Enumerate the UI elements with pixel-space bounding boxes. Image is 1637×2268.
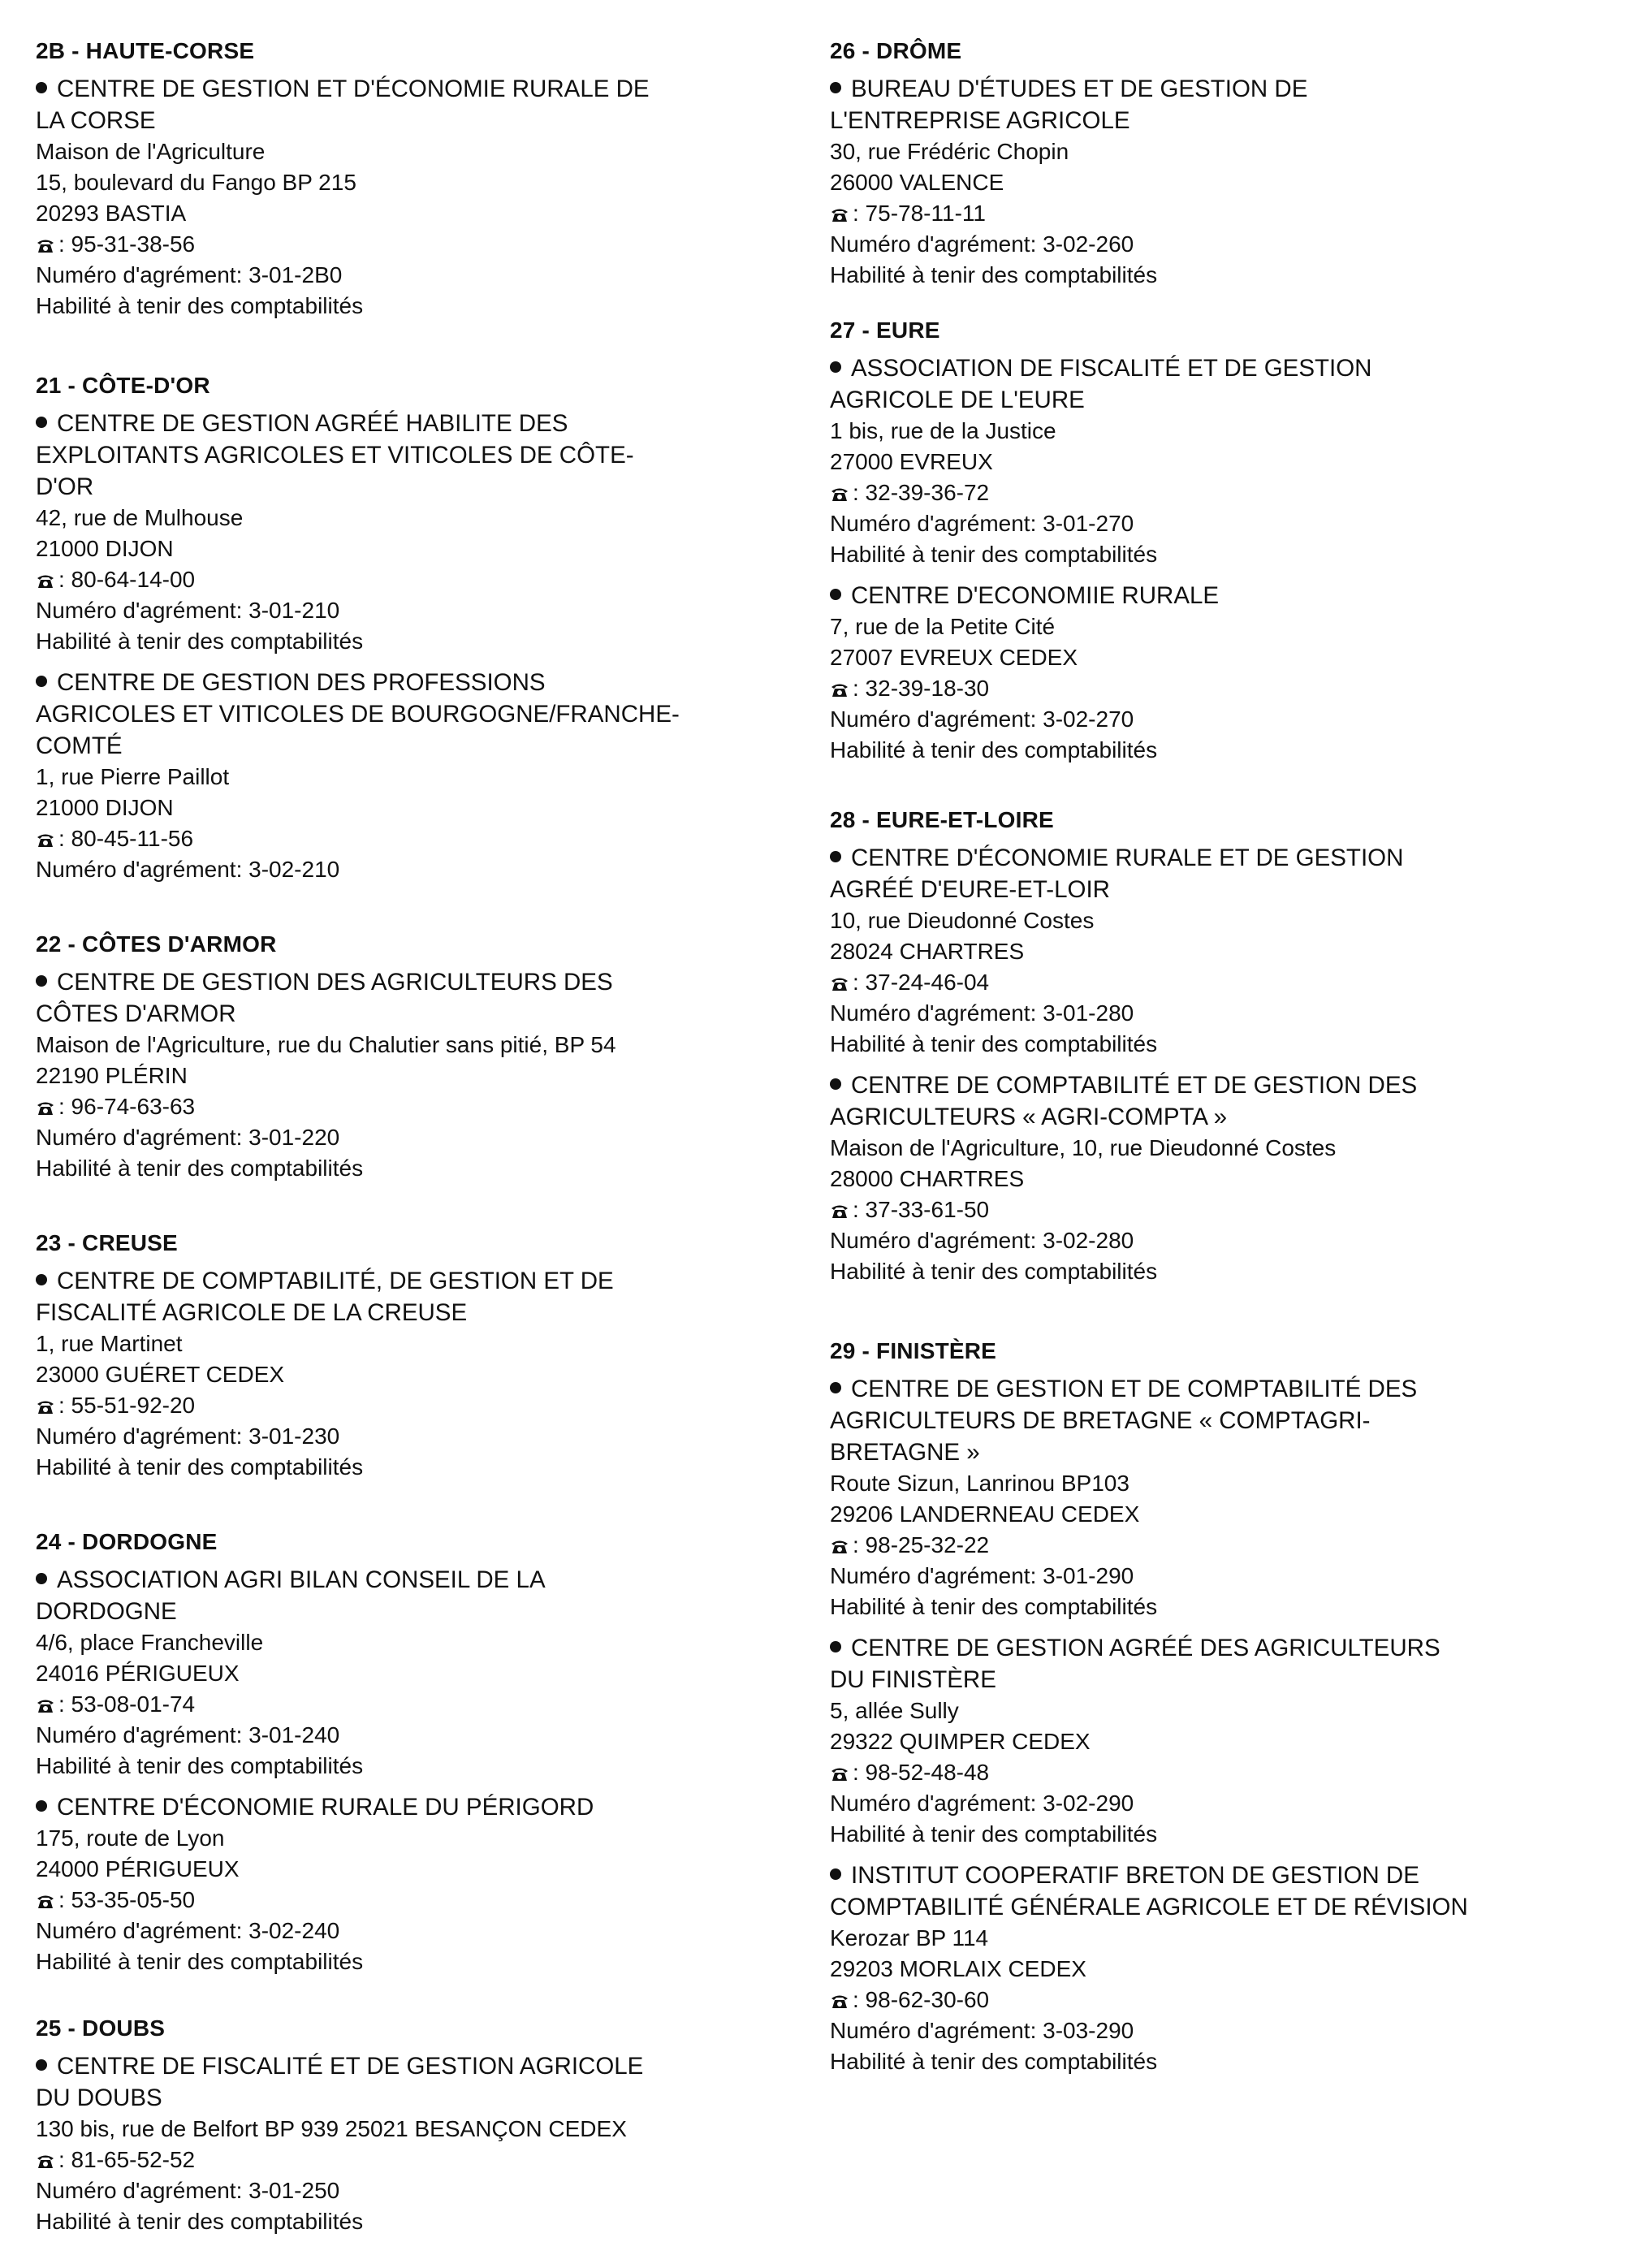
telephone-icon xyxy=(830,681,849,698)
organization-name-line xyxy=(830,874,1609,905)
bullet-icon xyxy=(36,1800,47,1812)
address-line: 21000 DIJON xyxy=(36,536,174,561)
address-line: 24000 PÉRIGUEUX xyxy=(36,1856,240,1881)
organization-name-line xyxy=(830,580,1609,611)
phone-number: : 53-08-01-74 xyxy=(58,1691,196,1717)
department-section xyxy=(830,805,1609,1287)
address-line: 15, boulevard du Fango BP 215 xyxy=(36,170,356,195)
bullet-icon xyxy=(36,676,47,687)
organization-name-text: DORDOGNE xyxy=(36,1598,177,1625)
bullet-icon xyxy=(36,975,47,987)
address-line: Route Sizun, Lanrinou BP103 xyxy=(830,1471,1129,1496)
organization-name-line xyxy=(830,73,1609,105)
agrement-number: Numéro d'agrément: 3-02-290 xyxy=(830,1791,1134,1816)
department-section xyxy=(36,1527,791,1977)
organization-entry xyxy=(36,1791,791,1977)
department-heading: 27 - EURE xyxy=(830,318,940,343)
address-line: 29322 QUIMPER CEDEX xyxy=(830,1729,1091,1754)
organization-entry xyxy=(830,1860,1609,2077)
department-heading: 25 - DOUBS xyxy=(36,2015,166,2041)
organization-name-text: DU DOUBS xyxy=(36,2084,162,2111)
bullet-icon xyxy=(830,1382,841,1393)
phone-line xyxy=(36,1390,791,1421)
address-line: 1 bis, rue de la Justice xyxy=(830,418,1056,443)
bullet-icon xyxy=(36,417,47,428)
bullet-icon xyxy=(36,2059,47,2071)
address-line: 23000 GUÉRET CEDEX xyxy=(36,1362,285,1387)
address-line: 1, rue Martinet xyxy=(36,1331,183,1356)
bullet-icon xyxy=(830,851,841,862)
department-section xyxy=(36,2013,791,2237)
department-heading: 26 - DRÔME xyxy=(830,38,962,63)
organization-entry xyxy=(830,1373,1609,1622)
agrement-number: Numéro d'agrément: 3-03-290 xyxy=(830,2018,1134,2043)
organization-name-text: LA CORSE xyxy=(36,107,156,134)
address-line: 27007 EVREUX CEDEX xyxy=(830,645,1078,670)
organization-name-text: L'ENTREPRISE AGRICOLE xyxy=(830,107,1130,134)
phone-number: : 32-39-18-30 xyxy=(853,676,990,701)
department-section xyxy=(36,1228,791,1483)
habilite-note: Habilité à tenir des comptabilités xyxy=(830,1031,1158,1056)
agrement-number: Numéro d'agrément: 3-02-210 xyxy=(36,857,340,882)
phone-line xyxy=(36,2145,791,2175)
phone-line xyxy=(36,1689,791,1720)
organization-name-text: CENTRE DE GESTION DES PROFESSIONS xyxy=(57,669,546,696)
telephone-icon xyxy=(36,1893,55,1909)
organization-name-line xyxy=(36,1265,791,1297)
organization-entry xyxy=(830,1069,1609,1287)
organization-name-text: CENTRE DE GESTION ET D'ÉCONOMIE RURALE DE xyxy=(57,76,650,102)
phone-number: : 55-51-92-20 xyxy=(58,1393,196,1418)
organization-name-line xyxy=(830,1664,1609,1696)
organization-name-text: CENTRE DE GESTION DES AGRICULTEURS DES xyxy=(57,969,613,996)
habilite-note: Habilité à tenir des comptabilités xyxy=(830,1821,1158,1847)
phone-number: : 37-33-61-50 xyxy=(853,1197,990,1222)
telephone-icon xyxy=(36,237,55,253)
agrement-number: Numéro d'agrément: 3-01-220 xyxy=(36,1125,340,1150)
organization-name-text: CÔTES D'ARMOR xyxy=(36,1000,236,1027)
department-heading: 24 - DORDOGNE xyxy=(36,1529,218,1554)
address-line: 7, rue de la Petite Cité xyxy=(830,614,1056,639)
organization-entry xyxy=(36,966,791,1184)
telephone-icon xyxy=(36,1099,55,1116)
habilite-note: Habilité à tenir des comptabilités xyxy=(36,629,364,654)
organization-name-text: EXPLOITANTS AGRICOLES ET VITICOLES DE CÔTE- xyxy=(36,442,634,469)
habilite-note: Habilité à tenir des comptabilités xyxy=(830,542,1158,567)
address-line: 28024 CHARTRES xyxy=(830,939,1025,964)
organization-name-text: ASSOCIATION DE FISCALITÉ ET DE GESTION xyxy=(851,355,1372,382)
agrement-number: Numéro d'agrément: 3-01-240 xyxy=(36,1722,340,1747)
agrement-number: Numéro d'agrément: 3-01-270 xyxy=(830,511,1134,536)
organization-entry xyxy=(36,408,791,657)
address-line: Kerozar BP 114 xyxy=(830,1925,989,1950)
organization-name-line xyxy=(830,384,1609,416)
right-column xyxy=(830,36,1609,2108)
phone-number: : 98-25-32-22 xyxy=(853,1532,990,1557)
organization-name-text: CENTRE DE COMPTABILITÉ, DE GESTION ET DE xyxy=(57,1268,614,1294)
department-section xyxy=(830,36,1609,291)
organization-entry xyxy=(830,580,1609,766)
habilite-note: Habilité à tenir des comptabilités xyxy=(830,1594,1158,1619)
organization-name-line xyxy=(830,1632,1609,1664)
address-line: 4/6, place Francheville xyxy=(36,1630,264,1655)
organization-name-text: CENTRE D'ECONOMIIE RURALE xyxy=(851,582,1220,609)
bullet-icon xyxy=(830,1078,841,1090)
department-heading: 21 - CÔTE-D'OR xyxy=(36,373,210,398)
address-line: 42, rue de Mulhouse xyxy=(36,505,244,530)
address-line: 22190 PLÉRIN xyxy=(36,1063,188,1088)
phone-line xyxy=(830,967,1609,998)
agrement-number: Numéro d'agrément: 3-02-280 xyxy=(830,1228,1134,1253)
address-line: Maison de l'Agriculture, rue du Chalutier sans pitié, BP 54 xyxy=(36,1032,616,1057)
organization-name-line xyxy=(830,1405,1609,1436)
organization-name-line xyxy=(830,1891,1609,1923)
organization-name-text: CENTRE DE FISCALITÉ ET DE GESTION AGRICOLE xyxy=(57,2053,644,2080)
address-line: 30, rue Frédéric Chopin xyxy=(830,139,1069,164)
organization-name-line xyxy=(830,1373,1609,1405)
organization-name-line xyxy=(36,2082,791,2114)
habilite-note: Habilité à tenir des comptabilités xyxy=(36,1949,364,1974)
phone-line xyxy=(830,1530,1609,1561)
bullet-icon xyxy=(36,1573,47,1584)
phone-line xyxy=(830,673,1609,704)
address-line: 1, rue Pierre Paillot xyxy=(36,764,230,789)
address-line: 29206 LANDERNEAU CEDEX xyxy=(830,1501,1140,1527)
habilite-note: Habilité à tenir des comptabilités xyxy=(830,737,1158,762)
telephone-icon xyxy=(830,206,849,222)
organization-name-line xyxy=(36,730,791,762)
department-section xyxy=(36,929,791,1184)
organization-name-text: D'OR xyxy=(36,473,94,500)
phone-number: : 75-78-11-11 xyxy=(853,201,986,226)
telephone-icon xyxy=(830,1538,849,1554)
phone-number: : 32-39-36-72 xyxy=(853,480,990,505)
organization-name-text: ASSOCIATION AGRI BILAN CONSEIL DE LA xyxy=(57,1566,546,1593)
organization-entry xyxy=(830,352,1609,570)
department-heading: 23 - CREUSE xyxy=(36,1230,178,1255)
department-heading: 29 - FINISTÈRE xyxy=(830,1338,997,1363)
habilite-note: Habilité à tenir des comptabilités xyxy=(36,293,364,318)
organization-entry xyxy=(36,1564,791,1782)
habilite-note: Habilité à tenir des comptabilités xyxy=(36,1753,364,1778)
organization-name-text: FISCALITÉ AGRICOLE DE LA CREUSE xyxy=(36,1299,468,1326)
telephone-icon xyxy=(36,2153,55,2169)
bullet-icon xyxy=(830,1868,841,1880)
address-line: 20293 BASTIA xyxy=(36,201,187,226)
organization-entry xyxy=(36,73,791,322)
address-line: 130 bis, rue de Belfort BP 939 25021 BESANÇON CEDEX xyxy=(36,2116,627,2141)
bullet-icon xyxy=(36,1274,47,1285)
organization-name-line xyxy=(36,73,791,105)
agrement-number: Numéro d'agrément: 3-01-290 xyxy=(830,1563,1134,1588)
organization-name-line xyxy=(36,698,791,730)
organization-name-text: AGRICULTEURS DE BRETAGNE « COMPTAGRI- xyxy=(830,1407,1371,1434)
phone-number: : 53-35-05-50 xyxy=(58,1887,196,1912)
telephone-icon xyxy=(830,1765,849,1782)
telephone-icon xyxy=(830,486,849,502)
bullet-icon xyxy=(830,1641,841,1652)
address-line: Maison de l'Agriculture xyxy=(36,139,266,164)
organization-name-text: AGRICOLE DE L'EURE xyxy=(830,387,1085,413)
phone-line xyxy=(830,198,1609,229)
organization-name-line xyxy=(36,408,791,439)
phone-line xyxy=(36,229,791,260)
address-line: 21000 DIJON xyxy=(36,795,174,820)
address-line: 28000 CHARTRES xyxy=(830,1166,1025,1191)
agrement-number: Numéro d'agrément: 3-01-250 xyxy=(36,2178,340,2203)
address-line: 27000 EVREUX xyxy=(830,449,993,474)
address-line: 175, route de Lyon xyxy=(36,1825,225,1851)
organization-entry xyxy=(830,1632,1609,1850)
organization-name-line xyxy=(36,1596,791,1627)
department-section xyxy=(36,370,791,885)
organization-name-line xyxy=(36,2050,791,2082)
habilite-note: Habilité à tenir des comptabilités xyxy=(830,1259,1158,1284)
address-line: 26000 VALENCE xyxy=(830,170,1004,195)
organization-entry xyxy=(830,842,1609,1060)
organization-name-line xyxy=(36,105,791,136)
address-line: 10, rue Dieudonné Costes xyxy=(830,908,1095,933)
department-heading: 28 - EURE-ET-LOIRE xyxy=(830,807,1054,832)
bullet-icon xyxy=(830,589,841,600)
phone-number: : 95-31-38-56 xyxy=(58,231,196,257)
organization-name-line xyxy=(830,105,1609,136)
organization-name-line xyxy=(36,439,791,471)
organization-name-line xyxy=(830,1860,1609,1891)
organization-name-text: AGRICOLES ET VITICOLES DE BOURGOGNE/FRANCHE- xyxy=(36,701,680,728)
organization-name-text: CENTRE DE GESTION ET DE COMPTABILITÉ DES xyxy=(851,1376,1418,1402)
habilite-note: Habilité à tenir des comptabilités xyxy=(36,2209,364,2234)
telephone-icon xyxy=(36,572,55,589)
organization-name-text: COMTÉ xyxy=(36,732,123,759)
bullet-icon xyxy=(830,82,841,93)
bullet-icon xyxy=(36,82,47,93)
phone-number: : 98-52-48-48 xyxy=(853,1760,990,1785)
habilite-note: Habilité à tenir des comptabilités xyxy=(36,1156,364,1181)
organization-name-line xyxy=(830,842,1609,874)
organization-entry xyxy=(830,73,1609,291)
phone-line xyxy=(830,1757,1609,1788)
telephone-icon xyxy=(36,1697,55,1713)
phone-number: : 96-74-63-63 xyxy=(58,1094,196,1119)
organization-name-text: INSTITUT COOPERATIF BRETON DE GESTION DE xyxy=(851,1862,1419,1889)
phone-line xyxy=(36,823,791,854)
department-heading: 2B - HAUTE-CORSE xyxy=(36,38,255,63)
organization-name-line xyxy=(36,998,791,1030)
organization-name-text: CENTRE D'ÉCONOMIE RURALE ET DE GESTION xyxy=(851,845,1404,871)
address-line: 29203 MORLAIX CEDEX xyxy=(830,1956,1086,1981)
phone-line xyxy=(830,1985,1609,2015)
organization-name-text: CENTRE DE COMPTABILITÉ ET DE GESTION DES xyxy=(851,1072,1418,1099)
organization-name-line xyxy=(36,966,791,998)
organization-name-line xyxy=(36,1791,791,1823)
phone-number: : 80-45-11-56 xyxy=(58,826,194,851)
phone-number: : 80-64-14-00 xyxy=(58,567,196,592)
phone-line xyxy=(830,477,1609,508)
organization-name-line xyxy=(830,1069,1609,1101)
department-section xyxy=(830,1336,1609,2077)
agrement-number: Numéro d'agrément: 3-02-260 xyxy=(830,231,1134,257)
phone-line xyxy=(36,564,791,595)
agrement-number: Numéro d'agrément: 3-01-280 xyxy=(830,1000,1134,1026)
telephone-icon xyxy=(36,1398,55,1415)
phone-line xyxy=(830,1194,1609,1225)
address-line: Maison de l'Agriculture, 10, rue Dieudonné Costes xyxy=(830,1135,1337,1160)
phone-line xyxy=(36,1885,791,1916)
agrement-number: Numéro d'agrément: 3-02-240 xyxy=(36,1918,340,1943)
organization-name-text: AGRÉÉ D'EURE-ET-LOIR xyxy=(830,876,1110,903)
organization-name-line xyxy=(830,1101,1609,1133)
organization-name-text: CENTRE DE GESTION AGRÉÉ DES AGRICULTEURS xyxy=(851,1635,1440,1661)
organization-name-line xyxy=(830,352,1609,384)
habilite-note: Habilité à tenir des comptabilités xyxy=(830,262,1158,287)
department-section xyxy=(36,36,791,322)
agrement-number: Numéro d'agrément: 3-01-230 xyxy=(36,1423,340,1449)
agrement-number: Numéro d'agrément: 3-01-2B0 xyxy=(36,262,343,287)
organization-name-line xyxy=(830,1436,1609,1468)
phone-number: : 98-62-30-60 xyxy=(853,1987,990,2012)
organization-name-text: CENTRE D'ÉCONOMIE RURALE DU PÉRIGORD xyxy=(57,1794,594,1821)
phone-number: : 81-65-52-52 xyxy=(58,2147,196,2172)
bullet-icon xyxy=(830,361,841,373)
organization-name-text: CENTRE DE GESTION AGRÉÉ HABILITE DES xyxy=(57,410,568,437)
telephone-icon xyxy=(830,1203,849,1219)
organization-entry xyxy=(36,667,791,885)
department-section xyxy=(830,315,1609,766)
telephone-icon xyxy=(830,975,849,991)
organization-name-text: AGRICULTEURS « AGRI-COMPTA » xyxy=(830,1104,1228,1130)
organization-name-text: BUREAU D'ÉTUDES ET DE GESTION DE xyxy=(851,76,1308,102)
organization-entry xyxy=(36,2050,791,2237)
organization-entry xyxy=(36,1265,791,1483)
organization-name-line xyxy=(36,1297,791,1328)
organization-name-line xyxy=(36,471,791,503)
left-column xyxy=(36,36,791,2268)
habilite-note: Habilité à tenir des comptabilités xyxy=(830,2049,1158,2074)
organization-name-line xyxy=(36,667,791,698)
organization-name-text: BRETAGNE » xyxy=(830,1439,980,1466)
agrement-number: Numéro d'agrément: 3-02-270 xyxy=(830,706,1134,732)
phone-number: : 37-24-46-04 xyxy=(853,970,990,995)
organization-name-text: DU FINISTÈRE xyxy=(830,1666,996,1693)
habilite-note: Habilité à tenir des comptabilités xyxy=(36,1454,364,1480)
address-line: 5, allée Sully xyxy=(830,1698,959,1723)
address-line: 24016 PÉRIGUEUX xyxy=(36,1661,240,1686)
telephone-icon xyxy=(36,832,55,848)
telephone-icon xyxy=(830,1993,849,2009)
phone-line xyxy=(36,1091,791,1122)
organization-name-text: COMPTABILITÉ GÉNÉRALE AGRICOLE ET DE RÉVISION xyxy=(830,1894,1468,1920)
organization-name-line xyxy=(36,1564,791,1596)
agrement-number: Numéro d'agrément: 3-01-210 xyxy=(36,598,340,623)
department-heading: 22 - CÔTES D'ARMOR xyxy=(36,931,277,957)
